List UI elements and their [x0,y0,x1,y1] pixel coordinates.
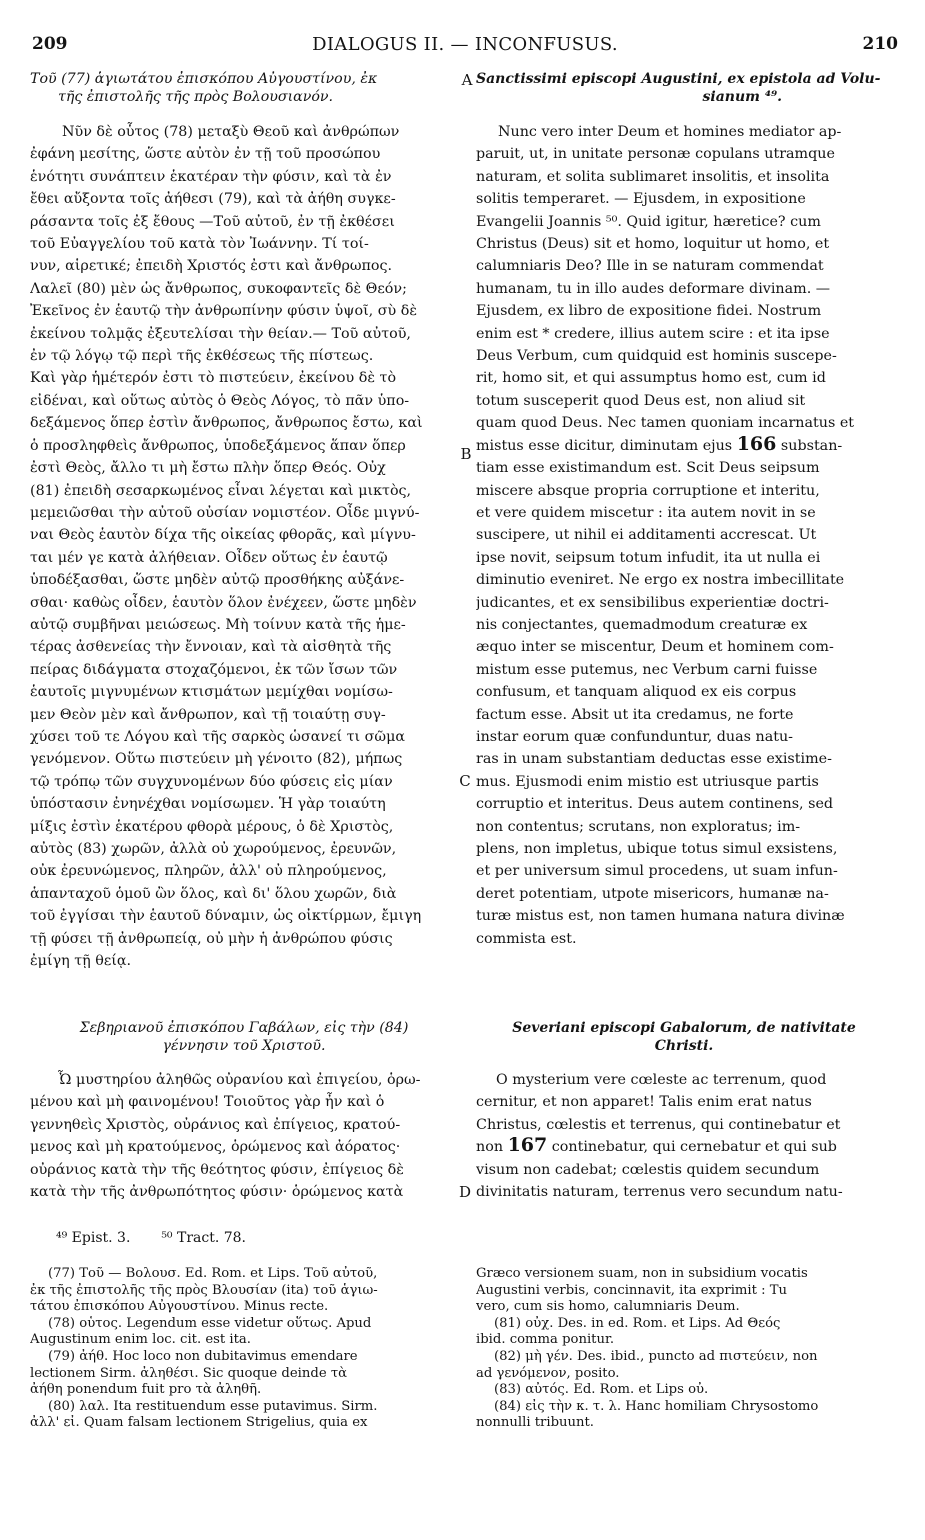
critical-notes-right [476,1266,896,1432]
latin-line: non contentus; scrutans, non exploratus; im- [476,818,801,835]
greek-line: Καὶ γὰρ ἡμέτερόν ἐστι τὸ πιστεύειν, ἐκείνου δὲ τὸ [30,370,397,387]
note-line: lectionem Sirm. ἀληθέσι. Sic quoque deinde τὰ [30,1365,348,1381]
note-line: (80) λαλ. Ita restituendum esse putavimus. Sirm. [48,1398,378,1414]
latin-line: corruptio et interitus. Deus autem continens, sed [476,796,834,813]
latin-line: divinitatis naturam, terrenus vero secundum natu- [476,1184,843,1201]
note-line: Græco versionem suam, non in subsidium vocatis [476,1266,808,1281]
margin-letter-d: D [458,1183,472,1201]
latin-line: et vere quidem miscetur : ita autem novit in se [476,504,816,521]
note-line: Augustini verbis, concinnavit, ita exprimit : Tu [476,1282,788,1298]
latin-line: Evangelii Joannis ⁵⁰. Quid igitur, hæretice? cum [476,213,821,230]
footnote-ref-49: ⁴⁹ Epist. 3. [56,1230,131,1246]
greek-line: ἐν τῷ λόγῳ τῷ περὶ τῆς ἐκθέσεως τῆς πίστεως. [30,348,374,365]
note-line: (83) αὐτός. Ed. Rom. et Lips οὐ. [494,1382,709,1398]
latin-line: Deus Verbum, cum quidquid est hominis suscepe- [476,348,837,365]
latin-text-block [476,121,892,950]
latin-line: æquo inter se miscentur, Deum et hominem com- [476,639,834,656]
latin-line: instar eorum quæ confunduntur, duas natu- [476,728,794,745]
greek-line: ἁπανταχοῦ ὁμοῦ ὢν ὅλος, καὶ δι' ὅλου χωρῶν, διὰ [30,885,397,902]
greek-line: γεννηθεὶς Χριστὸς, οὐράνιος καὶ ἐπίγειος, κρατού- [30,1116,401,1133]
latin-line: commista est. [476,930,577,947]
latin-line: Christus, cœlestis et terrenus, qui continebatur et [476,1116,841,1133]
greek-line: ὁ προσληφθεὶς ἄνθρωπος, ὑποδεξάμενος ἅπαν ὅπερ [30,437,406,454]
greek-line: ἐφάνη μεσίτης, ὥστε αὐτὸν ἐν τῇ τοῦ προσώπου [30,146,381,163]
greek-line: μεμειῶσθαι τὴν αὐτοῦ οὐσίαν νομιστέον. Οἶδε μιγνύ- [30,504,420,521]
page-number-left: 209 [32,34,68,54]
latin-line: Christus (Deus) sit et homo, loquitur ut homo, et [476,236,830,253]
latin-line: nis conjectantes, quemadmodum creaturæ ex [476,616,808,633]
greek-line: χύσει τοῦ τε Λόγου καὶ τῆς σαρκὸς ὡσανεί τι σῶμα [30,728,406,745]
latin-line: mus. Ejusmodi enim mistio est utriusque partis [476,773,819,790]
margin-letter-a: A [461,71,473,89]
greek-line: ἑαυτοῖς μιγνυμένων κτισμάτων μεμίχθαι νομίσω- [30,684,393,701]
latin-heading-severian: Severiani episcopi Gabalorum, de nativitate Christi. [512,1020,856,1054]
latin-line: solitis temperaret. — Ejusdem, in expositione [476,191,806,208]
greek-line: δεξάμενος ὅπερ ἐστὶν ἄνθρωπος, ἄνθρωπος ἔστω, καὶ [30,415,423,432]
latin-line: tiam esse existimandum est. Scit Deus seipsum [476,460,820,477]
note-line: (78) οὗτος. Legendum esse videtur οὕτως. Apud [48,1315,372,1331]
greek-line: οὐκ ἐρευνώμενος, πληρῶν, ἀλλ' οὐ πληρούμενος, [30,863,387,880]
note-line: vero, cum sis homo, calumniaris Deum. [476,1299,740,1315]
latin-line: judicantes, et ex sensibilibus experientiæ doctri- [476,594,829,611]
greek-line: τοῦ ἐγγίσαι τὴν ἑαυτοῦ δύναμιν, ὡς οἰκτίρμων, ἔμιγη [30,908,422,925]
latin-line: humanam, tu in illo audes deformare divinam. — [476,280,831,297]
greek-line: αὐτὸς (83) χωρῶν, ἀλλὰ οὐ χωρούμενος, ἐρευνῶν, [30,841,397,857]
greek-line: ται μέν γε κατὰ ἀλήθειαν. Οἶδεν οὕτως ἐν ἑαυτῷ [30,549,388,566]
note-line: ad γενόμενον, posito. [476,1365,620,1381]
greek-line: πείρας διδάγματα στοχαζόμενοι, ἐκ τῶν ἴσων τῶν [30,661,398,678]
greek-line: ἐστὶ Θεὸς, ἄλλο τι μὴ ἔστω πλὴν ὅπερ Θεός. Οὐχ [30,460,386,477]
latin-line: Nunc vero inter Deum et homines mediator ap- [498,124,842,140]
latin-line: ipse novit, seipsum totum infudit, ita ut nulla ei [476,549,821,566]
greek-line: εἰδέναι, καὶ οὕτως αὐτὸς ὁ Θεὸς Λόγος, τὸ πᾶν ὑπο- [30,392,410,409]
latin-line: cernitur, et non apparet! Talis enim erat natus [476,1094,812,1111]
greek-line: ράσαντα τοῖς ἐξ ἔθους —Τοῦ αὐτοῦ, ἐν τῇ ἐκθέσει [30,213,395,230]
greek-line: ὑποδέξασθαι, ὥστε μηδὲν αὐτῷ προσθήκης αὐξάνε- [30,572,405,589]
latin-line: turæ mistus est, non tamen humana natura divinæ [476,908,845,925]
note-line: τάτου ἐπισκόπου Αὐγουστίνου. Minus recte. [30,1299,329,1315]
greek-line: ὑπόστασιν ἐνηνέχθαι νομίσωμεν. Ἡ γὰρ τοιαύτη [30,796,386,813]
latin-line: naturam, et solita sublimaret insolitis, et insolita [476,168,830,185]
greek-line: νυν, αἱρετικέ; ἐπειδὴ Χριστός ἐστι καὶ ἄνθρωπος. [30,258,393,275]
greek-line: ἐμίγη τῇ θείᾳ. [30,953,132,970]
greek-line: σθαι· καθὼς οἶδεν, ἑαυτὸν ὅλον ἐνέχεεν, ὥστε μηδὲν [30,594,417,611]
latin-line: et per universum simul procedens, ut suam infun- [476,863,838,880]
greek-heading-augustine: Τοῦ (77) ἁγιωτάτου ἐπισκόπου Αὐγουστίνου, ἐκ τῆς ἐπιστολῆς τῆς πρὸς Βολουσιανόν. [30,71,378,105]
note-line: (84) εἰς τὴν κ. τ. λ. Hanc homiliam Chrysostomo [494,1398,819,1414]
note-line: (79) ἀήθ. Hoc loco non dubitavimus emendare [48,1348,358,1364]
column-page-number: 166 [736,434,777,455]
latin-line: diminutio eveniret. Ne ergo ex nostra imbecillitate [476,572,845,589]
greek-line: ναι Θεὸς ἑαυτὸν δίχα τῆς οἰκείας φθορᾶς, καὶ μίγνυ- [30,527,416,544]
latin-line: ras in unam substantiam deductas esse existime- [476,751,832,768]
column-page-number: 167 [507,1136,548,1157]
footnote-ref-50: ⁵⁰ Tract. 78. [161,1230,246,1246]
note-line: Augustinum enim loc. cit. est ita. [30,1332,251,1348]
margin-letter-c: C [459,772,471,790]
page-number-right: 210 [862,34,898,54]
greek-line: τῇ φύσει τῇ ἀνθρωπείᾳ, οὐ μὴν ἡ ἀνθρώπου φύσις [30,930,393,947]
critical-notes-left [30,1266,458,1432]
running-title: DIALOGUS II. — INCONFUSUS. [312,34,618,55]
latin-line: deret potentiam, utpote misericors, humanæ na- [476,885,829,902]
margin-letter-b: B [460,445,472,463]
greek-line: γενόμενον. Οὕτω πιστεύειν μὴ γένοιτο (82), μήπως [30,751,403,768]
greek-line: τέρας ἀσθενείας τὴν ἔννοιαν, καὶ τὰ αἰσθητὰ τῆς [30,639,392,656]
greek-line: (81) ἐπειδὴ σεσαρκωμένος εἶναι λέγεται καὶ μικτὸς, [30,482,412,499]
latin-line: paruit, ut, in unitate personæ copulans utramque [476,146,835,163]
latin-line: visum non cadebat; cœlestis quidem secundum [476,1161,820,1178]
latin-line: totum susceperit quod Deus est, non aliud sit [476,392,806,409]
greek-line: οὐράνιος κατὰ τὴν τῆς θεότητος φύσιν, ἐπίγειος δὲ [30,1161,404,1178]
latin-heading-augustine: Sanctissimi episcopi Augustini, ex epistola ad Volu- sianum ⁴⁹. [476,71,881,105]
running-header [32,34,898,60]
latin-line: quam quod Deus. Nec tamen quoniam incarnatus et [476,415,855,432]
greek-line: κατὰ τὴν τῆς ἀνθρωπότητος φύσιν· ὁρώμενος κατὰ [30,1184,404,1201]
note-line: (82) μὴ γέν. Des. ibid., puncto ad πιστεύειν, non [494,1348,818,1364]
latin-line: miscere absque propria corruptione et interitu, [476,482,820,499]
greek-line: Νῦν δὲ οὗτος (78) μεταξὺ Θεοῦ καὶ ἀνθρώπων [62,124,400,140]
greek-line: ἔθει αὔξοντα τοῖς ἀήθεσι (79), καὶ τὰ ἀήθη συγκε- [30,191,396,208]
latin-line: suscipere, ut nihil ei additamenti accrescat. Ut [476,527,817,544]
note-line: (77) Τοῦ — Βολουσ. Ed. Rom. et Lips. Τοῦ αὐτοῦ, [48,1266,378,1281]
latin-line: non 167 continebatur, qui cernebatur et qui sub [476,1136,837,1157]
latin-line: plens, non impletus, ubique totus simul exsistens, [476,841,838,857]
note-line: nonnulli tribuunt. [476,1415,594,1431]
latin-line: factum esse. Absit ut ita credamus, ne forte [476,706,794,723]
greek-line: αὐτῷ συμβῆναι μειώσεως. Μὴ τοίνυν κατὰ τῆς ἡμε- [30,616,406,633]
note-line: ἀήθη ponendum fuit pro τὰ ἀληθῆ. [30,1382,262,1398]
greek-heading-severian: Σεβηριανοῦ ἐπισκόπου Γαβάλων, εἰς τὴν (84) γέννησιν τοῦ Χριστοῦ. [79,1020,409,1054]
greek-text-block-severian [30,1069,458,1203]
footnote-references [56,1230,246,1246]
greek-line: Ἐκεῖνος ἐν ἑαυτῷ τὴν ἀνθρωπίνην φύσιν ὑψοῖ, σὺ δὲ [30,303,418,320]
note-line: ibid. comma ponitur. [476,1332,615,1348]
greek-line: μένου καὶ μὴ φαινομένου! Τοιοῦτος γὰρ ἦν καὶ ὁ [30,1094,385,1111]
latin-text-block-severian [476,1069,892,1203]
latin-line: mistum esse putemus, nec Verbum carni fuisse [476,661,818,678]
note-line: ἀλλ' εἰ. Quam falsam lectionem Strigelius, quia ex [30,1415,368,1431]
note-line: (81) οὐχ. Des. in ed. Rom. et Lips. Ad Θεός [494,1315,781,1331]
greek-line: μίξις ἐστὶν ἑκατέρου φθορὰ μέρους, ὁ δὲ Χριστὸς, [30,818,394,835]
latin-line: calumniaris Deo? Ille in se naturam commendat [476,258,824,275]
greek-line: Λαλεῖ (80) μὲν ὡς ἄνθρωπος, συκοφαντεῖς δὲ Θεόν; [30,280,407,297]
greek-line: μενος καὶ μὴ κρατούμενος, ὁρώμενος καὶ ἀόρατος· [30,1139,401,1156]
latin-line: O mysterium vere cœleste ac terrenum, quod [496,1072,827,1088]
greek-line: μεν Θεὸν μὲν καὶ ἄνθρωπον, καὶ τῇ τοιαύτῃ συγ- [30,706,386,723]
greek-line: Ὦ μυστηρίου ἀληθῶς οὐρανίου καὶ ἐπιγείου, ὁρω- [58,1072,421,1088]
latin-line: Ejusdem, ex libro de expositione fidei. Nostrum [476,303,822,320]
greek-line: ἐκείνου τολμᾷς ἐξευτελίσαι τὴν θείαν.— Τοῦ αὐτοῦ, [30,325,411,342]
greek-line: τοῦ Εὐαγγελίου τοῦ κατὰ τὸν Ἰωάννην. Τί τοί- [30,236,369,253]
latin-line: rit, homo sit, et qui assumptus homo est, cum id [476,370,826,387]
note-line: ἐκ τῆς ἐπιστολῆς τῆς πρὸς Βλουσίαν (ita) τοῦ ἁγιω- [30,1282,378,1298]
latin-line: enim est * credere, illius autem scire : et ita ipse [476,325,830,342]
greek-text-block [30,121,458,972]
latin-line: confusum, et tanquam aliquod ex eis corpus [476,684,797,701]
greek-line: ἑνότητι συνάπτειν ἑκατέραν τὴν φύσιν, καὶ τὰ ἐν [30,168,392,185]
greek-line: τῷ τρόπῳ τῶν συγχυνομένων δύο φύσεις εἰς μίαν [30,773,393,790]
latin-line: mistus esse dicitur, diminutam ejus 166 substan- [476,434,843,455]
